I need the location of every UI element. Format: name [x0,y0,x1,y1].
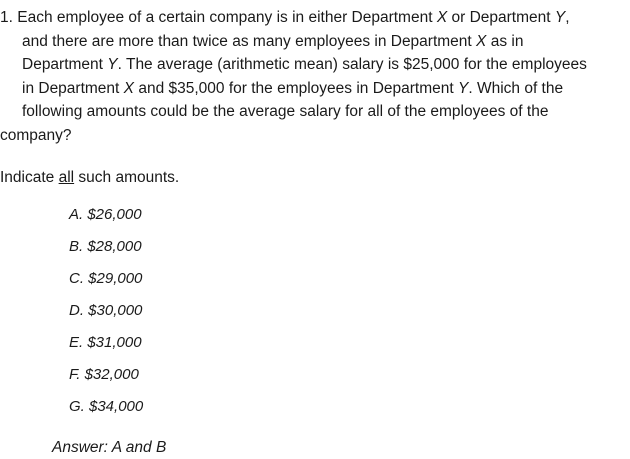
question-line-1: 1. Each employee of a certain company is in either Department X or Department Y, [0,9,570,26]
question-line-2: and there are more than twice as many employees in Department X as in [22,32,524,50]
question-line-5: following amounts could be the average salary for all of the employees of the [22,103,549,120]
question-number: 1. [0,9,13,26]
option-e[interactable]: E. $31,000 [69,334,142,351]
instruction-emphasis: all [58,169,75,186]
option-c[interactable]: C. $29,000 [69,270,143,287]
question-line-4: in Department X and $35,000 for the employees in Department Y. Which of the [22,79,564,97]
instruction-text: Indicate all such amounts. [0,169,180,186]
question-line-3: Department Y. The average (arithmetic mean) salary is $25,000 for the employees [22,56,587,73]
question-line-6: company? [0,126,72,144]
option-f[interactable]: F. $32,000 [69,366,139,383]
answer-text: Answer: A and B [52,439,167,456]
option-a[interactable]: A. $26,000 [69,206,142,223]
option-b[interactable]: B. $28,000 [69,238,142,255]
option-d[interactable]: D. $30,000 [69,302,143,319]
option-g[interactable]: G. $34,000 [69,398,144,415]
